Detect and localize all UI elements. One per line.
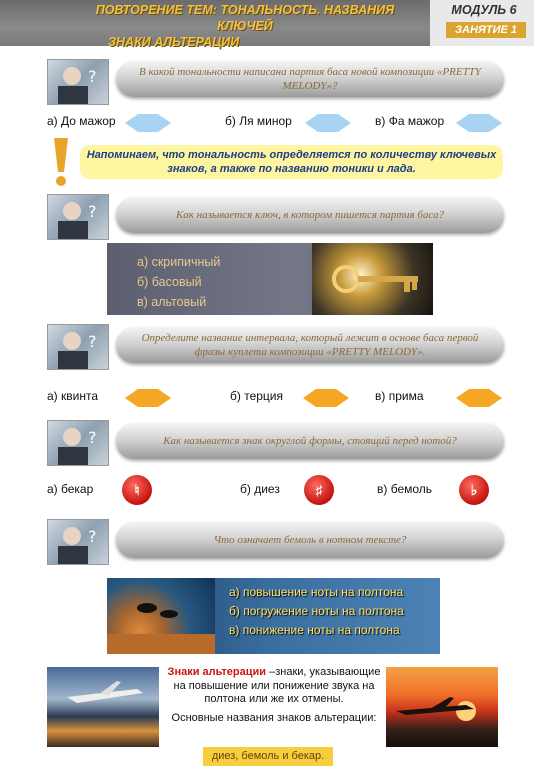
diamond-icon: [125, 114, 171, 132]
alteration-definition: [165, 666, 383, 725]
diamond-icon: [125, 389, 171, 407]
term-highlight: Знаки альтерации: [167, 666, 267, 678]
thinking-man-image: [47, 59, 109, 105]
svg-text:?: ?: [88, 332, 97, 351]
diver-image: [107, 578, 215, 654]
q2-answers-panel: [107, 243, 433, 315]
page-title-line1: ПОВТОРЕНИЕ ТЕМ: ТОНАЛЬНОСТЬ. НАЗВАНИЯ КЛЮЧЕЙ: [95, 3, 395, 33]
reminder-box: Напоминаем, что тональность определяется по количеству ключевых знаков, а также по названию тоники и лада.: [80, 145, 503, 179]
svg-text:?: ?: [88, 202, 97, 221]
diamond-icon: [456, 389, 502, 407]
svg-text:?: ?: [88, 428, 97, 447]
thinking-man-image: [47, 420, 109, 466]
flat-sign-icon: ♭: [459, 475, 489, 505]
q4-option-b[interactable]: б) диез: [240, 482, 280, 496]
svg-text:?: ?: [88, 67, 97, 86]
q3-option-a[interactable]: а) квинта: [47, 389, 98, 403]
sharp-sign-icon: ♯: [304, 475, 334, 505]
q5-answers-panel: [107, 578, 440, 654]
diamond-icon: [303, 389, 349, 407]
thinking-man-image: [47, 194, 109, 240]
q1-option-c[interactable]: в) Фа мажор: [375, 114, 445, 128]
q2-option-c[interactable]: в) альтовый: [137, 295, 207, 309]
question-1: В какой тональности написана партия баса новой композиции «PRETTY MELODY»?: [116, 61, 504, 97]
lesson-badge: ЗАНЯТИЕ 1: [446, 22, 526, 38]
q1-option-a[interactable]: а) До мажор: [47, 114, 116, 128]
q4-option-c[interactable]: в) бемоль: [377, 482, 433, 496]
q3-option-b[interactable]: б) терция: [230, 389, 283, 403]
q2-option-a[interactable]: а) скрипичный: [137, 255, 221, 269]
golden-key-image: [312, 243, 433, 315]
q5-option-c[interactable]: в) понижение ноты на полтона: [229, 623, 400, 637]
q5-option-a[interactable]: а) повышение ноты на полтона: [229, 585, 404, 599]
names-intro: Основные названия знаков альтерации:: [171, 711, 377, 724]
thinking-man-image: [47, 519, 109, 565]
question-2: Как называется ключ, в котором пишется партия баса?: [116, 197, 504, 233]
diamond-icon: [305, 114, 351, 132]
question-5: Что означает бемоль в нотном тексте?: [116, 522, 504, 558]
diamond-icon: [456, 114, 502, 132]
q1-option-b[interactable]: б) Ля минор: [225, 114, 292, 128]
q2-options-list: [137, 252, 220, 312]
page-title-line2: ЗНАКИ АЛЬТЕРАЦИИ: [108, 35, 240, 49]
q4-option-a[interactable]: а) бекар: [47, 482, 94, 496]
thinking-man-image: [47, 324, 109, 370]
q3-option-c[interactable]: в) прима: [375, 389, 424, 403]
natural-sign-icon: ♮: [122, 475, 152, 505]
q5-option-b[interactable]: б) погружение ноты на полтона: [229, 604, 404, 618]
q5-options-list: [229, 583, 404, 640]
question-4: Как называется знак округлой формы, стоящий перед нотой?: [116, 423, 504, 459]
airplane-takeoff-image: [47, 667, 159, 747]
svg-text:?: ?: [88, 527, 97, 546]
definition-text: –знаки, указывающие на повышение или понижение звука на полтона или же их отмены.: [173, 666, 381, 705]
exclamation-icon: [50, 138, 72, 188]
airplane-sunset-image: [386, 667, 498, 747]
question-3: Определите название интервала, который лежит в основе баса первой фразы куплета композиции «PRETTY MELODY».: [116, 327, 504, 363]
alteration-names-tag: диез, бемоль и бекар.: [203, 747, 333, 766]
page-title: [70, 2, 420, 50]
module-label: МОДУЛЬ 6: [451, 3, 517, 17]
q2-option-b[interactable]: б) басовый: [137, 275, 202, 289]
